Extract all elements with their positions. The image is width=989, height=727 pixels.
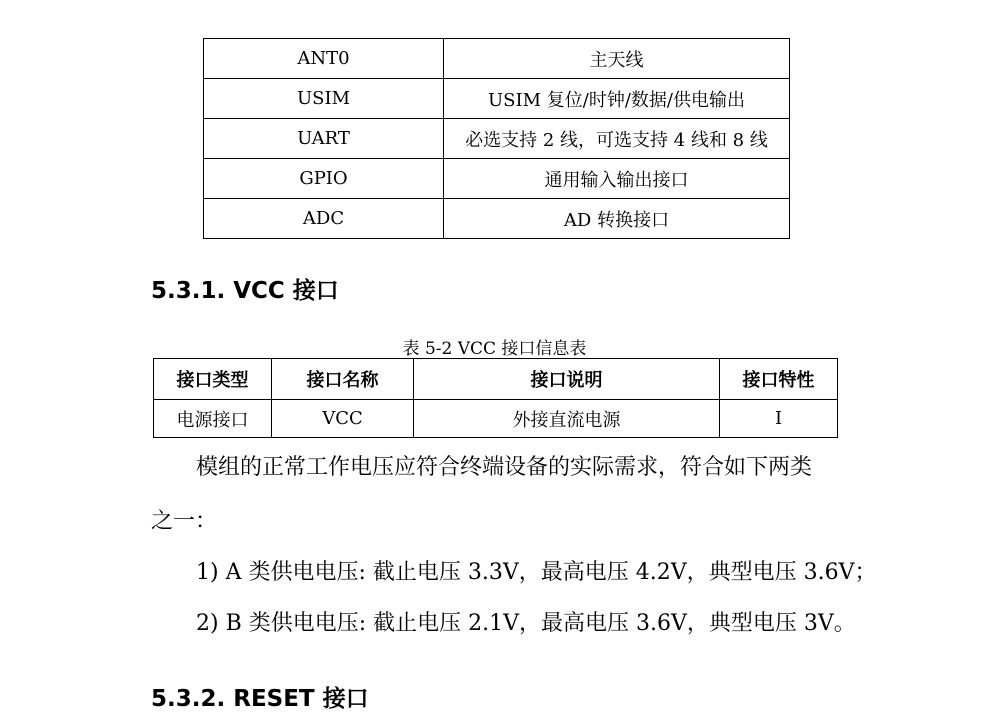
table-row bbox=[204, 79, 790, 119]
table-cell: 电源接口 bbox=[154, 400, 272, 438]
table-row bbox=[204, 159, 790, 199]
table-cell: ANT0 bbox=[204, 39, 444, 79]
column-header: 接口名称 bbox=[272, 359, 414, 400]
column-header: 接口特性 bbox=[720, 359, 838, 400]
table-cell: 外接直流电源 bbox=[414, 400, 720, 438]
section-heading-vcc: 5.3.1. VCC 接口 bbox=[151, 278, 339, 304]
table-cell: USIM 复位/时钟/数据/供电输出 bbox=[444, 79, 790, 119]
table-cell: UART bbox=[204, 119, 444, 159]
table-cell: USIM bbox=[204, 79, 444, 119]
table-cell: 必选支持 2 线，可选支持 4 线和 8 线 bbox=[444, 119, 790, 159]
table-header-row bbox=[154, 359, 838, 400]
table-caption: 表 5-2 VCC 接口信息表 bbox=[402, 339, 587, 359]
paragraph-line: 模组的正常工作电压应符合终端设备的实际需求，符合如下两类 bbox=[196, 455, 813, 480]
table-cell: ADC bbox=[204, 199, 444, 239]
list-item: 1) A 类供电电压: 截止电压 3.3V，最高电压 4.2V，典型电压 3.6V； bbox=[196, 560, 877, 585]
column-header: 接口类型 bbox=[154, 359, 272, 400]
table-cell: VCC bbox=[272, 400, 414, 438]
table-row bbox=[204, 119, 790, 159]
table-cell: 主天线 bbox=[444, 39, 790, 79]
table-row bbox=[204, 39, 790, 79]
vcc-table bbox=[153, 358, 838, 438]
table-cell: AD 转换接口 bbox=[444, 199, 790, 239]
table-cell: 通用输入输出接口 bbox=[444, 159, 790, 199]
list-item: 2) B 类供电电压: 截止电压 2.1V，最高电压 3.6V，典型电压 3V。 bbox=[196, 611, 856, 636]
table-row bbox=[204, 199, 790, 239]
column-header: 接口说明 bbox=[414, 359, 720, 400]
paragraph-line: 之一： bbox=[151, 509, 218, 534]
table-cell: I bbox=[720, 400, 838, 438]
interface-table bbox=[203, 38, 790, 239]
section-heading-reset: 5.3.2. RESET 接口 bbox=[151, 686, 369, 712]
table-cell: GPIO bbox=[204, 159, 444, 199]
table-row bbox=[154, 400, 838, 438]
